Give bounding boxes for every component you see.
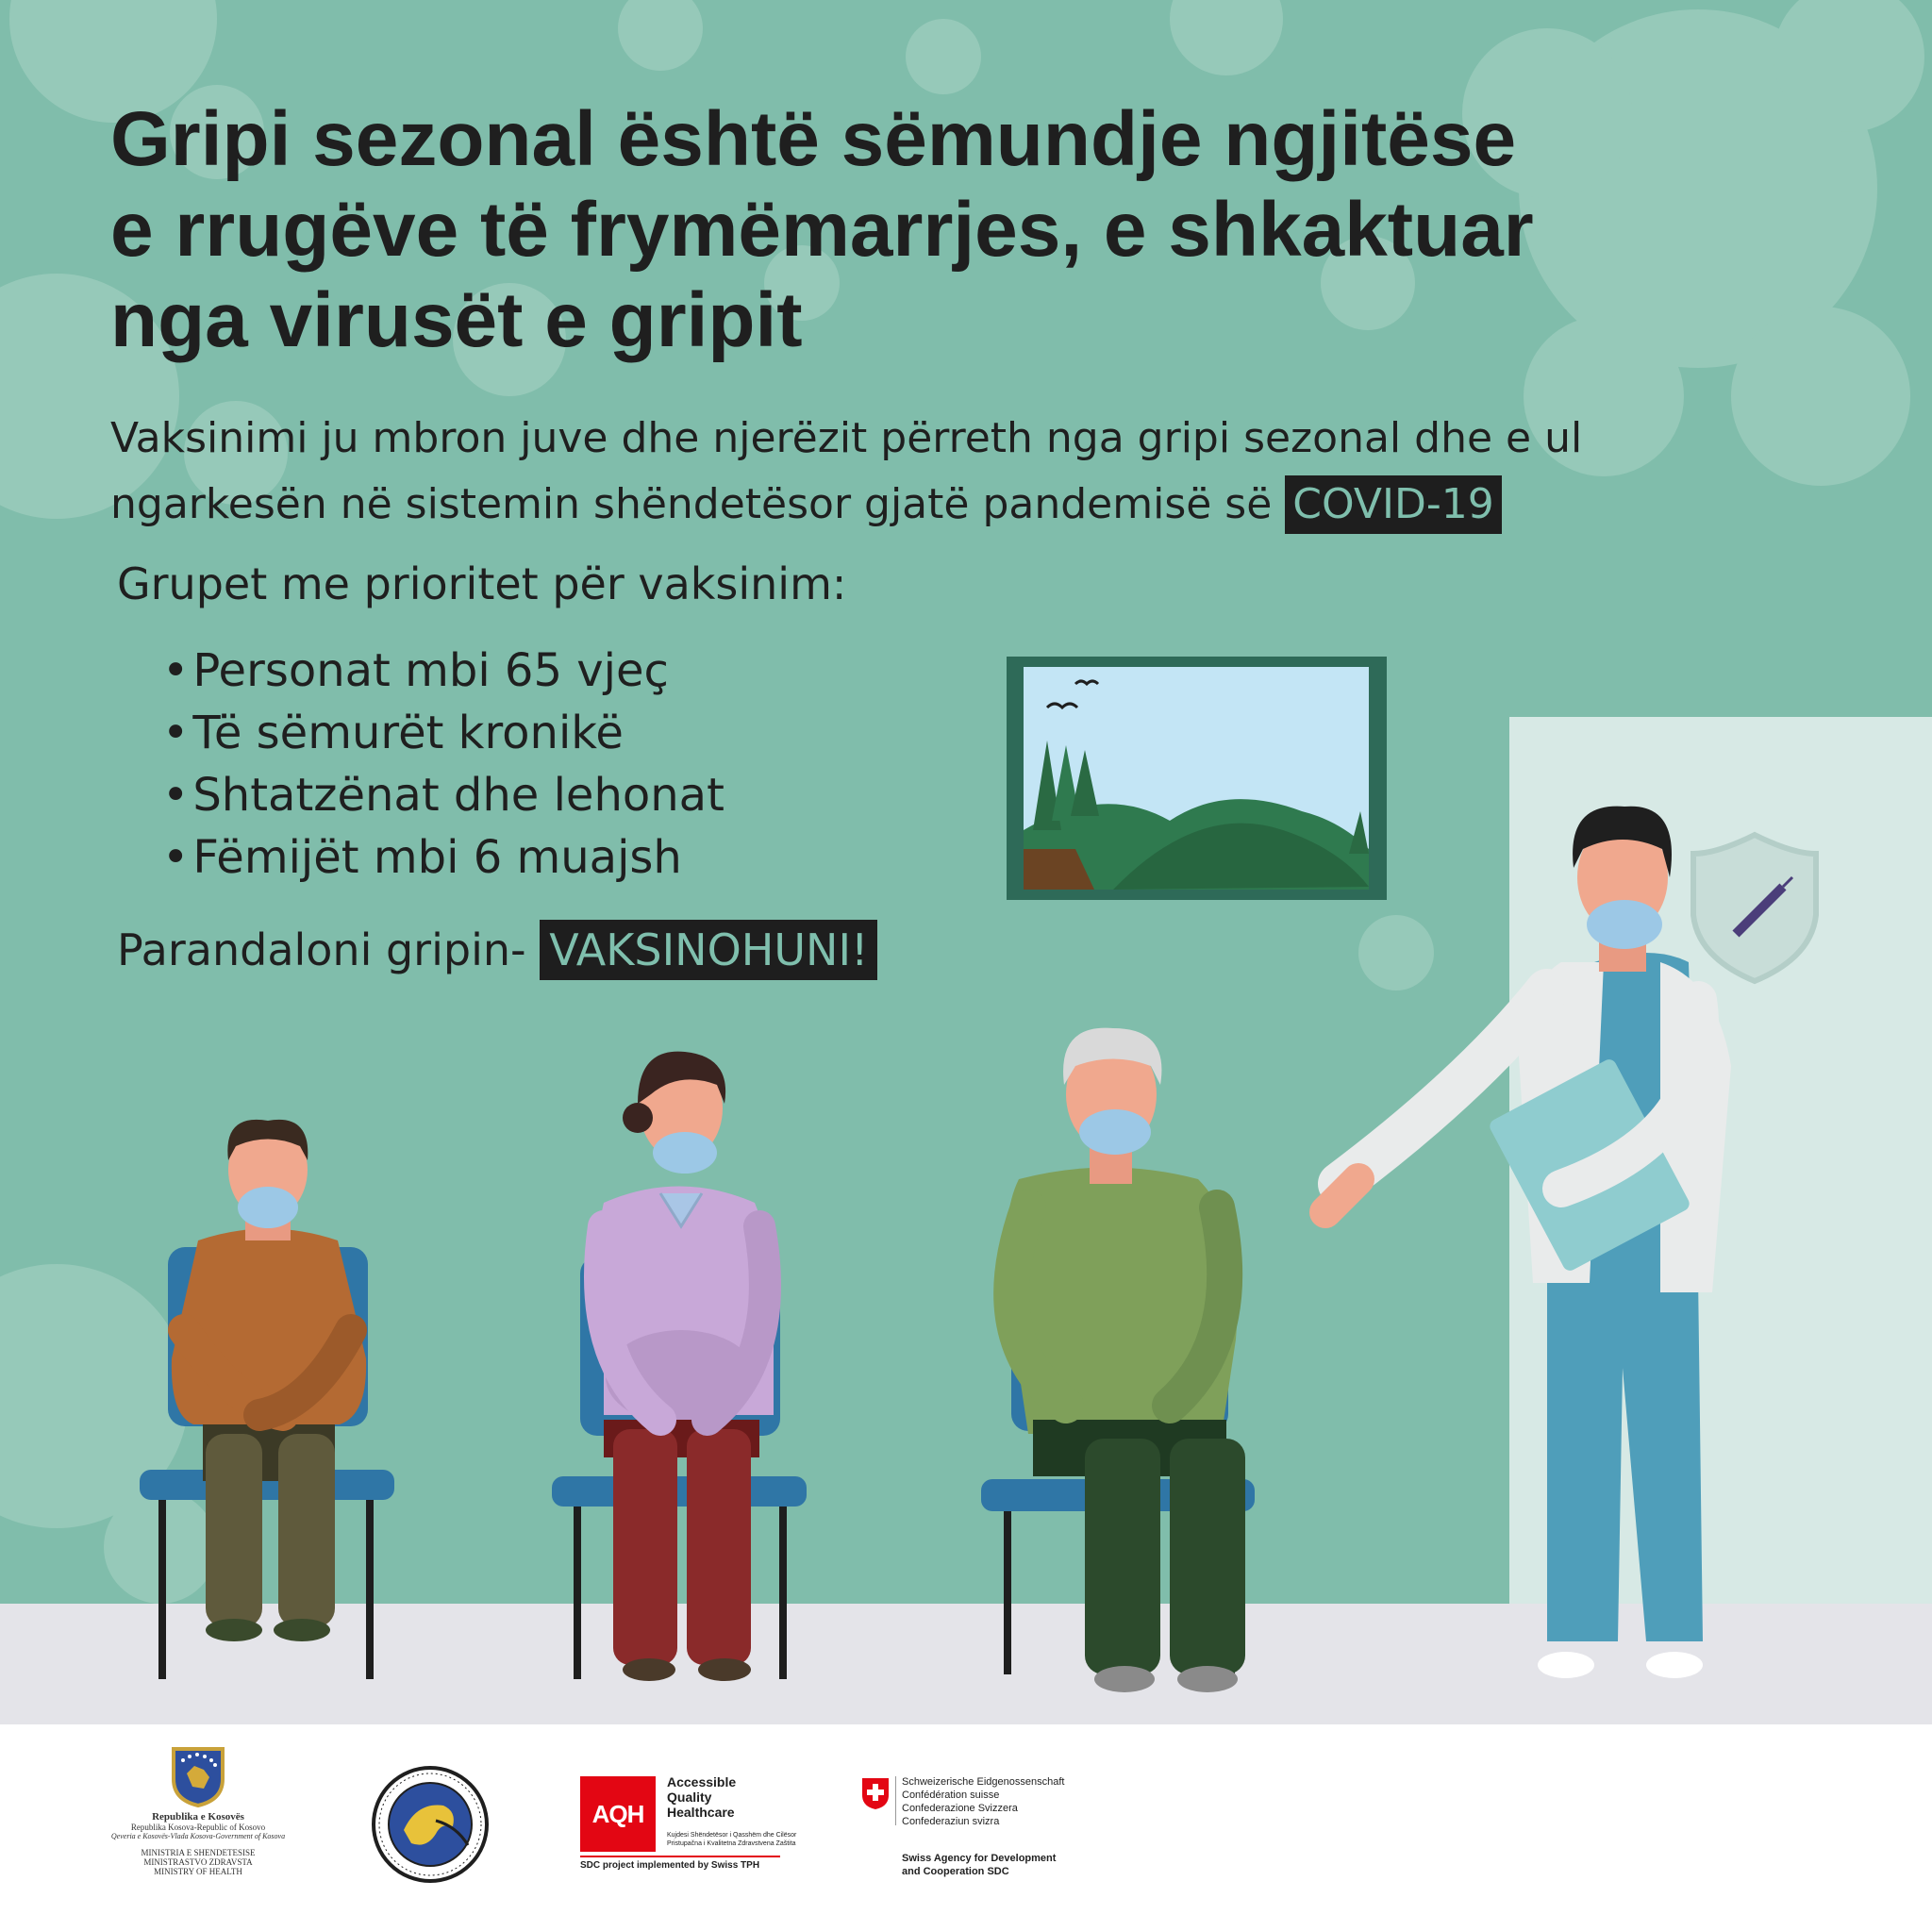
- list-item: • Shtatzënat dhe lehonat: [162, 764, 724, 826]
- kosovo-line-1: Republika e Kosovës: [152, 1811, 244, 1823]
- priority-groups-list: [162, 640, 724, 889]
- swiss-line-1: Schweizerische Eidgenossenschaft: [902, 1776, 1065, 1788]
- swiss-line-2: Confédération suisse: [902, 1790, 1000, 1801]
- headline-line-1: Gripi sezonal është sëmundje ngjitëse: [110, 96, 1517, 182]
- swiss-confederation-names: [902, 1775, 1064, 1828]
- headline-line-3: nga virusët e gripit: [110, 277, 803, 363]
- aqh-implemented: SDC project implemented by Swiss TPH: [580, 1860, 760, 1871]
- logo-aqh: [580, 1774, 797, 1899]
- logo-swiss-sdc: [860, 1776, 1106, 1880]
- aqh-name-line-2: Quality: [667, 1790, 712, 1805]
- aqh-sub-line-1: Kujdesi Shëndetësor i Qasshëm dhe Cilësor: [667, 1832, 797, 1839]
- aqh-name-line-3: Healthcare: [667, 1805, 735, 1820]
- swiss-line-3: Confederazione Svizzera: [902, 1803, 1018, 1814]
- headline-line-2: e rrugëve të frymëmarrjes, e shkaktuar: [110, 187, 1534, 273]
- kosovo-line-3: Qeveria e Kosovës-Vlada Kosova-Government of Kosova: [110, 1832, 286, 1840]
- aqh-sub-line-2: Pristupačna i Kvalitetna Zdravstvena Zaštita: [667, 1840, 796, 1847]
- kosovo-line-6: MINISTRY OF HEALTH: [154, 1867, 242, 1876]
- list-item: • Fëmijët mbi 6 muajsh: [162, 826, 724, 889]
- lead-line-2: [110, 472, 1808, 538]
- covid-highlight: COVID-19: [1285, 475, 1501, 534]
- aqh-logo-icon: [580, 1776, 656, 1852]
- swiss-divider: [895, 1776, 896, 1825]
- list-item: • Personat mbi 65 vjeç: [162, 640, 724, 702]
- lead-line-2-text: ngarkesën në sistemin shëndetësor gjatë pandemisë së: [110, 480, 1273, 528]
- swiss-cross-icon: [860, 1776, 891, 1810]
- lead-line-1: Vaksinimi ju mbron juve dhe njerëzit përreth nga gripi sezonal dhe e ul: [110, 414, 1583, 462]
- kosovo-line-5: MINISTRASTVO ZDRAVSTA: [143, 1857, 253, 1867]
- swiss-agency-line-1: Swiss Agency for Development: [902, 1853, 1057, 1864]
- cta-text: Parandaloni gripin-: [117, 924, 526, 975]
- logo-public-health-institute: [370, 1764, 491, 1885]
- list-item: • Të sëmurët kronikë: [162, 702, 724, 764]
- kosovo-line-4: MINISTRIA E SHENDETESISE: [141, 1848, 256, 1857]
- swiss-agency-line-2: and Cooperation SDC: [902, 1866, 1009, 1877]
- footer-logos: [0, 1724, 1932, 1931]
- call-to-action: [117, 920, 877, 980]
- kosovo-line-2: Republika Kosova-Republic of Kosovo: [130, 1823, 266, 1832]
- priority-groups-title: Grupet me prioritet për vaksinim:: [117, 558, 847, 609]
- aqh-name: [667, 1774, 736, 1820]
- logo-ministry-of-health: [90, 1745, 307, 1924]
- aqh-subtitle: [667, 1831, 796, 1848]
- kosovo-coat-of-arms-icon: [170, 1745, 226, 1807]
- aqh-mark: AQH: [591, 1800, 644, 1828]
- vaccinate-highlight: VAKSINOHUNI!: [540, 920, 877, 980]
- nipk-seal-icon: [370, 1764, 491, 1885]
- headline: [110, 94, 1771, 366]
- aqh-name-line-1: Accessible: [667, 1774, 737, 1790]
- swiss-agency: [902, 1852, 1056, 1878]
- swiss-line-4: Confederaziun svizra: [902, 1816, 1000, 1827]
- lead-paragraph: [110, 406, 1808, 538]
- aqh-divider: [580, 1856, 780, 1857]
